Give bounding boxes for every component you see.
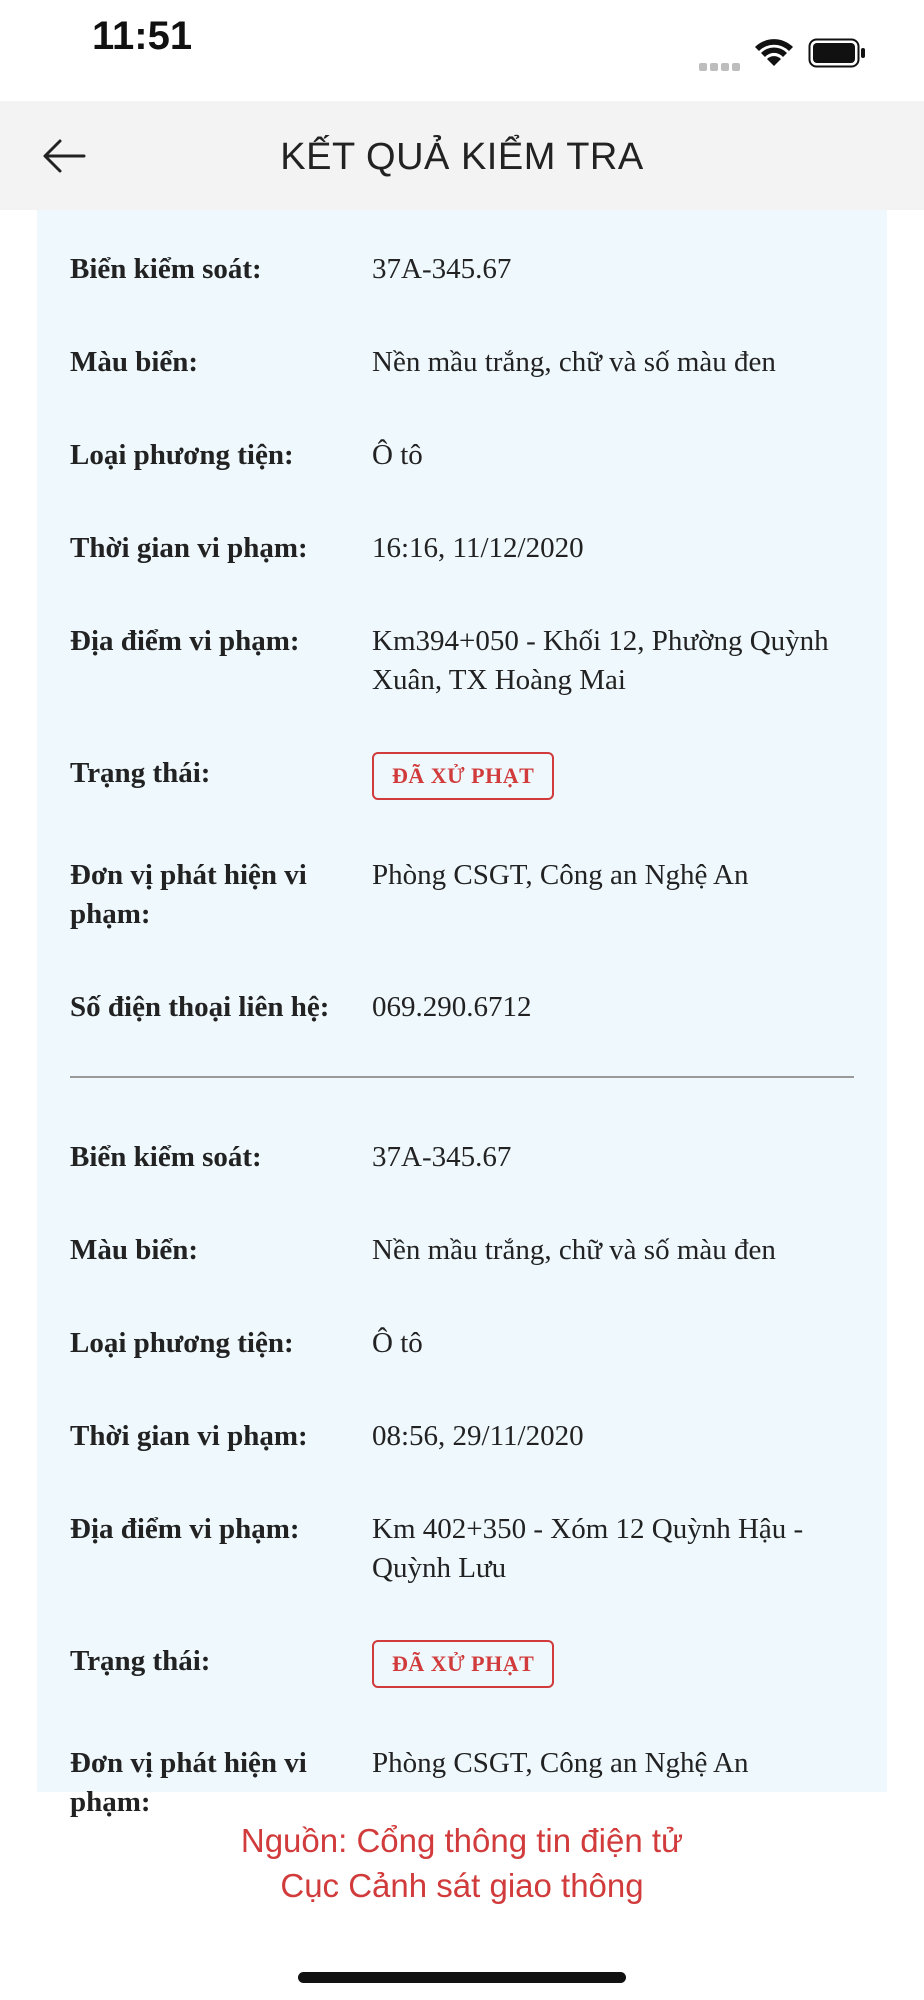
value: Ô tô <box>372 439 423 471</box>
label: Màu biển: <box>70 346 199 378</box>
home-indicator[interactable] <box>298 1972 626 1983</box>
label: Trạng thái: <box>70 757 211 789</box>
value: Ô tô <box>372 1327 423 1359</box>
cellular-signal-icon <box>699 58 743 66</box>
label: Địa điểm vi phạm: <box>70 1513 300 1545</box>
value: Km 402+350 - Xóm 12 Quỳnh Hậu - Quỳnh Lưu <box>372 1513 804 1584</box>
divider <box>70 1076 854 1078</box>
label: Trạng thái: <box>70 1645 211 1677</box>
label: Màu biển: <box>70 1234 199 1266</box>
label: Số điện thoại liên hệ: <box>70 991 330 1023</box>
value: Phòng CSGT, Công an Nghệ An <box>372 1747 749 1779</box>
label: Đơn vị phát hiện vi phạm: <box>70 859 307 930</box>
value: Phòng CSGT, Công an Nghệ An <box>372 859 749 891</box>
label: Đơn vị phát hiện vi phạm: <box>70 1747 307 1818</box>
battery-icon <box>808 38 866 68</box>
value: 08:56, 29/11/2020 <box>372 1420 584 1452</box>
source-caption <box>0 1818 924 1908</box>
label: Thời gian vi phạm: <box>70 1420 308 1452</box>
value: 37A-345.67 <box>372 1141 512 1173</box>
value: Nền mầu trắng, chữ và số màu đen <box>372 1234 776 1266</box>
page-title: KẾT QUẢ KIỂM TRA <box>280 136 644 178</box>
results-panel[interactable] <box>37 210 887 1818</box>
value-wrap <box>372 1642 872 1688</box>
label: Loại phương tiện: <box>70 1327 294 1359</box>
value[interactable]: 069.290.6712 <box>372 991 532 1023</box>
value: 16:16, 11/12/2020 <box>372 532 584 564</box>
value: Nền mầu trắng, chữ và số màu đen <box>372 346 776 378</box>
label: Thời gian vi phạm: <box>70 532 308 564</box>
value: Km394+050 - Khối 12, Phường Quỳnh Xuân, TX Hoàng Mai <box>372 625 829 696</box>
source-line-1: Nguồn: Cổng thông tin điện tử <box>240 1822 684 1859</box>
status-badge: ĐÃ XỬ PHẠT <box>372 1640 554 1688</box>
source-line-2: Cục Cảnh sát giao thông <box>280 1867 644 1904</box>
value-wrap <box>372 754 872 800</box>
label: Biển kiểm soát: <box>70 1141 262 1173</box>
label: Biển kiểm soát: <box>70 253 262 285</box>
status-time: 11:51 <box>92 14 193 58</box>
status-bar <box>0 0 924 100</box>
label: Địa điểm vi phạm: <box>70 625 300 657</box>
value: 37A-345.67 <box>372 253 512 285</box>
wifi-icon <box>752 34 796 68</box>
label: Loại phương tiện: <box>70 439 294 471</box>
status-badge: ĐÃ XỬ PHẠT <box>372 752 554 800</box>
